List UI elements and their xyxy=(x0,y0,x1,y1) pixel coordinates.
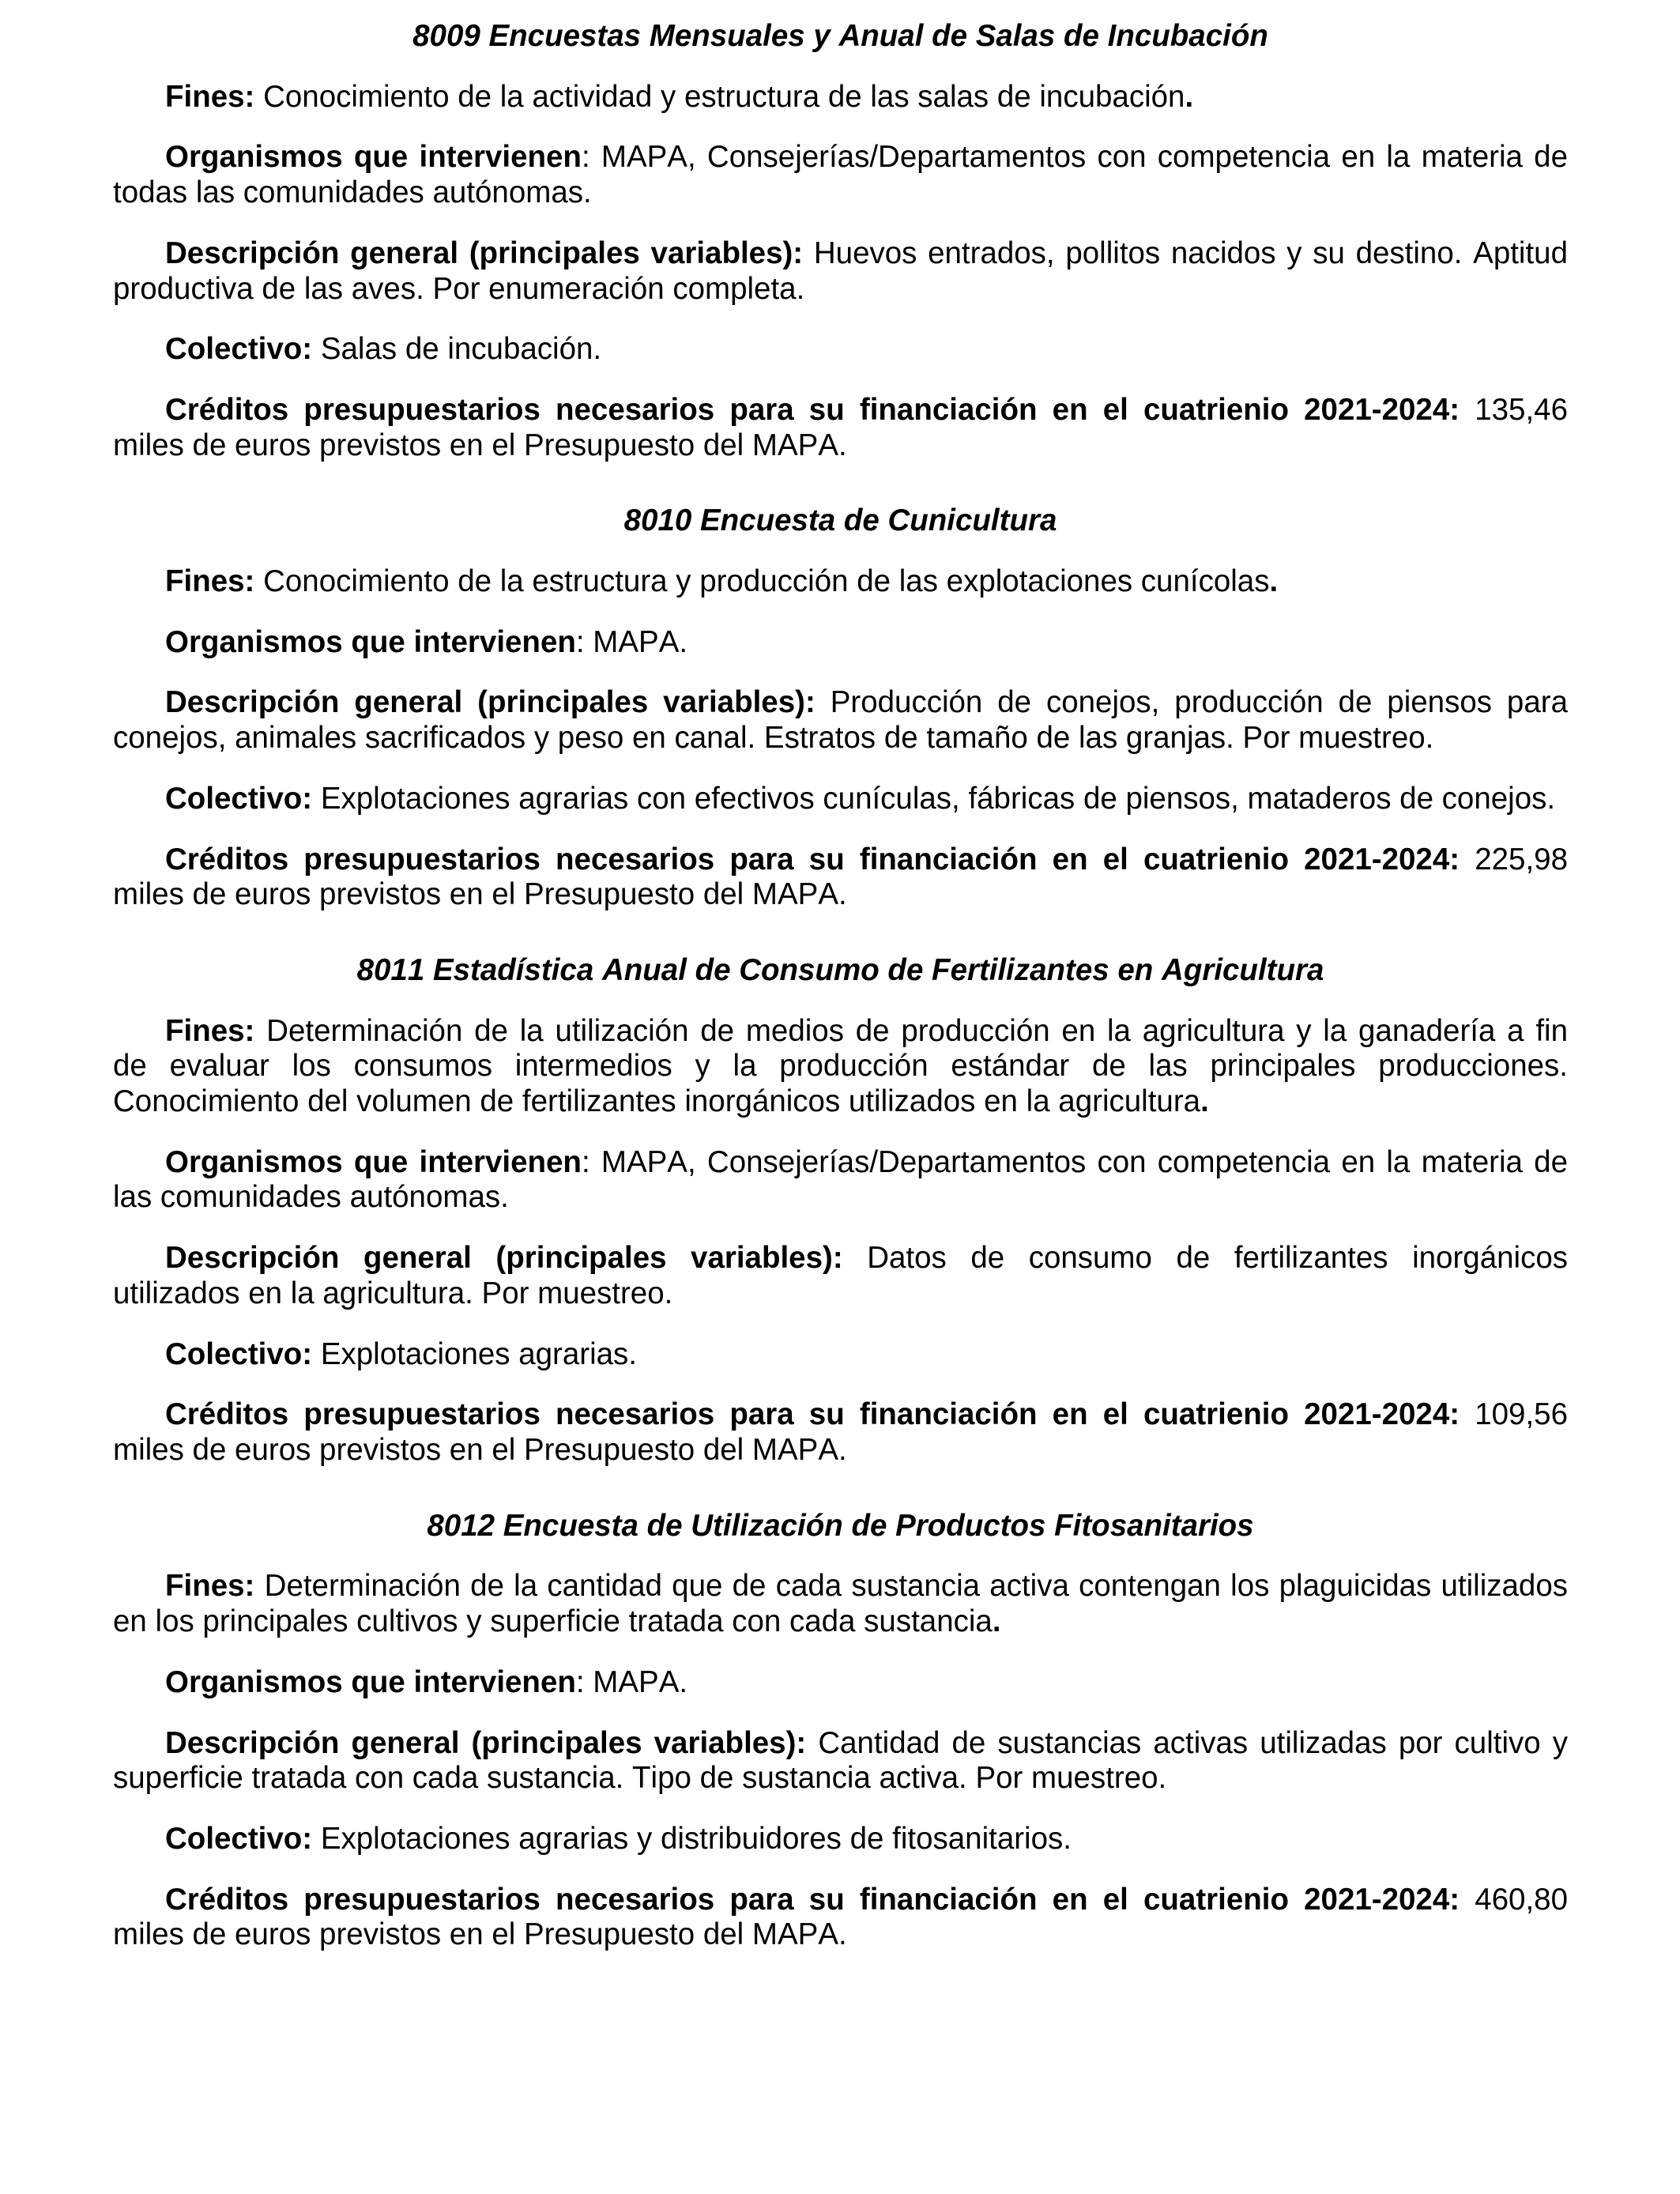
paragraph-label: Fines: xyxy=(165,1013,255,1048)
paragraph-label: Créditos presupuestarios necesarios para su financiación en el cuatrienio 2021-2024: xyxy=(165,1882,1460,1917)
paragraph-line xyxy=(113,1883,1568,1918)
paragraph-label: Colectivo: xyxy=(165,332,313,367)
paragraph-line xyxy=(113,428,1568,464)
paragraph-line xyxy=(113,782,1568,817)
paragraph-text: de evaluar los consumos intermedios y la producción estándar de las principales producciones. xyxy=(113,1049,1568,1084)
paragraph-text: conejos, animales sacrificados y peso en canal. Estratos de tamaño de las granjas. Por muestreo. xyxy=(113,721,1434,756)
paragraph-line xyxy=(113,1180,1568,1216)
organismos-paragraph xyxy=(113,1665,1568,1701)
paragraph-text: miles de euros previstos en el Presupuesto del MAPA. xyxy=(113,1917,847,1952)
paragraph-line xyxy=(113,1604,1568,1640)
paragraph-label: Colectivo: xyxy=(165,781,313,816)
paragraph-line xyxy=(113,272,1568,307)
section-title: 8009 Encuestas Mensuales y Anual de Salas de Incubación xyxy=(412,19,1268,53)
organismos-paragraph xyxy=(113,1145,1568,1216)
paragraph-label: Créditos presupuestarios necesarios para su financiación en el cuatrienio 2021-2024: xyxy=(165,842,1460,876)
paragraph-line xyxy=(113,685,1568,721)
paragraph-text: : MAPA. xyxy=(575,1664,688,1699)
paragraph-text: Explotaciones agrarias. xyxy=(320,1336,638,1371)
paragraph-line xyxy=(113,625,1568,661)
paragraph-end-mark: . xyxy=(1200,1084,1209,1119)
paragraph-line xyxy=(113,393,1568,428)
paragraph-label: Fines: xyxy=(165,79,255,114)
paragraph-text: Datos de consumo de fertilizantes inorgánicos xyxy=(867,1241,1568,1276)
descripcion-paragraph xyxy=(113,1241,1568,1311)
paragraph-label: Descripción general (principales variables): xyxy=(165,236,804,270)
paragraph-line xyxy=(113,1726,1568,1762)
paragraph-line xyxy=(113,140,1568,175)
paragraph-text: Explotaciones agrarias con efectivos cunículas, fábricas de piensos, mataderos de conejos. xyxy=(320,781,1556,816)
paragraph-text: Huevos entrados, pollitos nacidos y su destino. Aptitud xyxy=(813,236,1569,270)
paragraph-label: Fines: xyxy=(165,1569,255,1604)
paragraph-line xyxy=(113,1084,1568,1120)
paragraph-label: Fines: xyxy=(165,564,255,599)
organismos-paragraph xyxy=(113,140,1568,210)
paragraph-line xyxy=(113,721,1568,756)
paragraph-line xyxy=(113,175,1568,211)
paragraph-line xyxy=(113,564,1568,600)
fines-paragraph xyxy=(113,1569,1568,1639)
paragraph-line xyxy=(113,1049,1568,1084)
paragraph-line xyxy=(113,332,1568,368)
creditos-paragraph xyxy=(113,1883,1568,1953)
paragraph-text: Explotaciones agrarias y distribuidores de fitosanitarios. xyxy=(320,1821,1072,1856)
colectivo-paragraph xyxy=(113,782,1568,817)
budget-amount: 460,80 xyxy=(1475,1882,1568,1917)
descripcion-paragraph xyxy=(113,685,1568,756)
paragraph-label: Colectivo: xyxy=(165,1821,313,1856)
survey-section xyxy=(113,503,1568,913)
paragraph-line xyxy=(113,80,1568,115)
paragraph-text: Conocimiento de la actividad y estructura de las salas de incubación xyxy=(263,79,1185,114)
paragraph-text: todas las comunidades autónomas. xyxy=(113,175,592,210)
creditos-paragraph xyxy=(113,843,1568,913)
paragraph-line xyxy=(113,236,1568,272)
paragraph-label: Créditos presupuestarios necesarios para su financiación en el cuatrienio 2021-2024: xyxy=(165,1397,1460,1432)
paragraph-label: Descripción general (principales variables): xyxy=(165,1725,807,1760)
paragraph-line xyxy=(113,843,1568,878)
paragraph-text: miles de euros previstos en el Presupuesto del MAPA. xyxy=(113,428,847,462)
descripcion-paragraph xyxy=(113,1726,1568,1796)
paragraph-line xyxy=(113,1917,1568,1953)
fines-paragraph xyxy=(113,564,1568,600)
paragraph-line xyxy=(113,1761,1568,1796)
paragraph-label: Organismos que intervienen xyxy=(165,624,576,659)
paragraph-text: Producción de conejos, producción de piensos para xyxy=(830,685,1568,720)
colectivo-paragraph xyxy=(113,1822,1568,1857)
section-title: 8011 Estadística Anual de Consumo de Fertilizantes en Agricultura xyxy=(356,952,1324,987)
paragraph-text: superficie tratada con cada sustancia. Tipo de sustancia activa. Por muestreo. xyxy=(113,1761,1167,1796)
budget-amount: 225,98 xyxy=(1475,842,1568,876)
paragraph-label: Créditos presupuestarios necesarios para su financiación en el cuatrienio 2021-2024: xyxy=(165,392,1460,427)
paragraph-line xyxy=(113,1665,1568,1701)
colectivo-paragraph xyxy=(113,332,1568,368)
paragraph-label: Organismos que intervienen xyxy=(165,140,582,175)
paragraph-line xyxy=(113,877,1568,913)
creditos-paragraph xyxy=(113,393,1568,463)
paragraph-text: Conocimiento del volumen de fertilizantes inorgánicos utilizados en la agricultura xyxy=(113,1084,1201,1119)
survey-section xyxy=(113,1509,1568,1953)
paragraph-text: utilizados en la agricultura. Por muestreo. xyxy=(113,1276,673,1310)
paragraph-text: Determinación de la cantidad que de cada sustancia activa contengan los plaguicidas utilizados xyxy=(264,1569,1569,1604)
budget-amount: 135,46 xyxy=(1475,392,1568,427)
paragraph-text: : MAPA. xyxy=(575,624,688,659)
paragraph-text: Determinación de la utilización de medios de producción en la agricultura y la ganadería a fin xyxy=(266,1013,1568,1048)
paragraph-label: Organismos que intervienen xyxy=(165,1664,576,1699)
section-title: 8012 Encuesta de Utilización de Productos Fitosanitarios xyxy=(427,1508,1254,1543)
paragraph-end-mark: . xyxy=(1269,564,1279,599)
paragraph-text: las comunidades autónomas. xyxy=(113,1180,509,1215)
paragraph-text: : MAPA, Consejerías/Departamentos con competencia en la materia de xyxy=(581,1144,1568,1179)
survey-section xyxy=(113,19,1568,463)
descripcion-paragraph xyxy=(113,236,1568,307)
colectivo-paragraph xyxy=(113,1337,1568,1373)
paragraph-text: productiva de las aves. Por enumeración completa. xyxy=(113,271,805,306)
survey-section xyxy=(113,953,1568,1468)
paragraph-label: Descripción general (principales variables): xyxy=(165,1241,843,1276)
paragraph-line xyxy=(113,1569,1568,1604)
paragraph-text: Salas de incubación. xyxy=(320,332,602,367)
creditos-paragraph xyxy=(113,1397,1568,1468)
paragraph-line xyxy=(113,1397,1568,1433)
paragraph-text: Conocimiento de la estructura y producción de las explotaciones cunícolas xyxy=(263,564,1270,599)
paragraph-line xyxy=(113,1241,1568,1276)
paragraph-text: en los principales cultivos y superficie tratada con cada sustancia xyxy=(113,1604,993,1639)
paragraph-line xyxy=(113,1145,1568,1181)
section-title: 8010 Encuesta de Cunicultura xyxy=(623,503,1057,538)
fines-paragraph xyxy=(113,1014,1568,1120)
paragraph-text: : MAPA, Consejerías/Departamentos con competencia en la materia de xyxy=(581,140,1568,175)
budget-amount: 109,56 xyxy=(1475,1397,1568,1432)
paragraph-label: Descripción general (principales variables): xyxy=(165,685,816,720)
paragraph-line xyxy=(113,1822,1568,1857)
paragraph-label: Organismos que intervienen xyxy=(165,1144,582,1179)
paragraph-end-mark: . xyxy=(992,1604,1001,1639)
paragraph-line xyxy=(113,1337,1568,1373)
paragraph-text: miles de euros previstos en el Presupuesto del MAPA. xyxy=(113,1432,847,1467)
paragraph-text: Cantidad de sustancias activas utilizadas por cultivo y xyxy=(818,1725,1568,1760)
paragraph-line xyxy=(113,1276,1568,1312)
paragraph-text: miles de euros previstos en el Presupuesto del MAPA. xyxy=(113,877,847,912)
paragraph-end-mark: . xyxy=(1185,79,1194,114)
organismos-paragraph xyxy=(113,625,1568,661)
fines-paragraph xyxy=(113,80,1568,115)
paragraph-line xyxy=(113,1014,1568,1050)
paragraph-line xyxy=(113,1433,1568,1468)
paragraph-label: Colectivo: xyxy=(165,1336,313,1371)
